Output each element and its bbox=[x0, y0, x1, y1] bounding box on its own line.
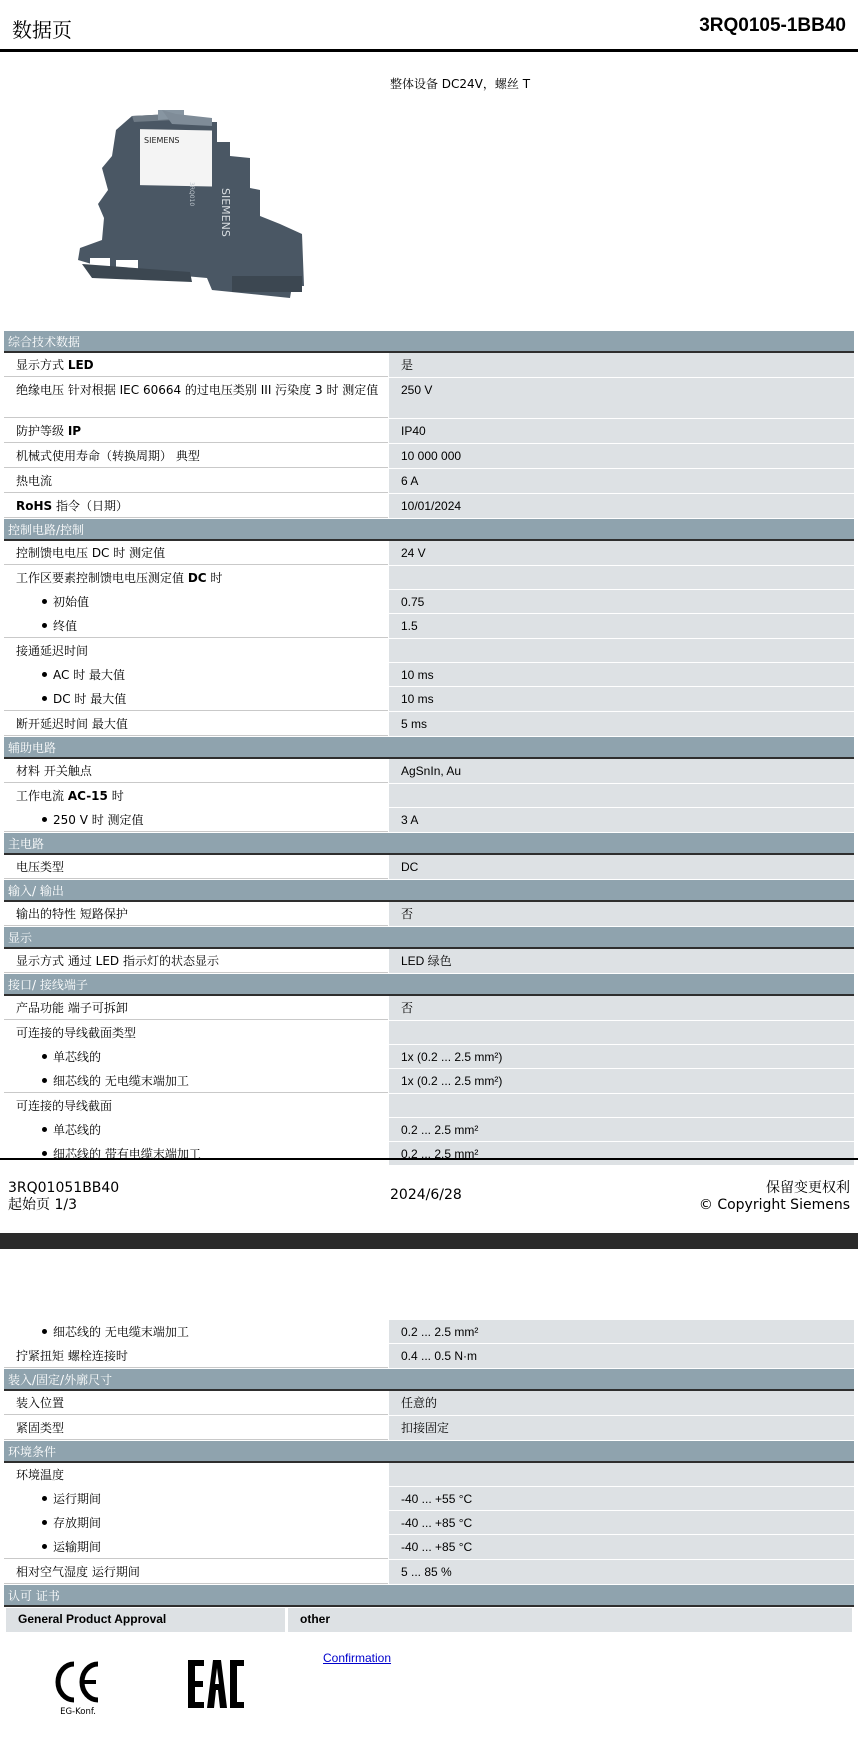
eac-mark-icon bbox=[186, 1656, 248, 1712]
footer-order-number: 3RQ01051BB40 bbox=[8, 1180, 120, 1196]
spec-label: 电压类型 bbox=[4, 855, 388, 879]
bullet-icon bbox=[42, 1520, 47, 1525]
spec-value: 否 bbox=[388, 902, 854, 926]
spec-label: 控制馈电电压 DC 时 测定值 bbox=[4, 541, 388, 565]
spec-row bbox=[4, 1416, 854, 1441]
bullet-icon bbox=[42, 599, 47, 604]
spec-label: 单芯线的 bbox=[4, 1118, 388, 1141]
spec-row bbox=[4, 419, 854, 444]
spec-row bbox=[4, 1560, 854, 1585]
ce-caption: EG-Konf. bbox=[60, 1707, 96, 1717]
section-header-main: 主电路 bbox=[4, 833, 854, 855]
spec-label: 材料 开关触点 bbox=[4, 759, 388, 783]
spec-value: 10 ms bbox=[388, 663, 854, 686]
spec-value: 0.2 ... 2.5 mm² bbox=[388, 1142, 854, 1165]
spec-label: 输出的特性 短路保护 bbox=[4, 902, 388, 926]
spec-sub-row bbox=[4, 1511, 854, 1535]
bullet-icon bbox=[42, 696, 47, 701]
image-side-brand: SIEMENS bbox=[219, 188, 232, 237]
spec-value: 0.75 bbox=[388, 590, 854, 613]
spec-label: 存放期间 bbox=[4, 1511, 388, 1534]
spec-label: 可连接的导线截面类型 bbox=[16, 1026, 137, 1040]
bullet-icon bbox=[42, 817, 47, 822]
section-header-mounting: 装入/固定/外廓尺寸 bbox=[4, 1369, 854, 1391]
section-header-interface: 接口/ 接线端子 bbox=[4, 974, 854, 996]
spec-row-group bbox=[4, 1463, 854, 1487]
spec-row bbox=[4, 855, 854, 880]
spec-value: 10 ms bbox=[388, 687, 854, 711]
bullet-icon bbox=[42, 1078, 47, 1083]
spec-value: 10/01/2024 bbox=[388, 494, 854, 518]
ce-mark-icon bbox=[50, 1658, 106, 1718]
bullet-icon bbox=[42, 623, 47, 628]
bullet-icon bbox=[42, 1544, 47, 1549]
spec-label: 工作区要素控制馈电电压测定值 DC 时 bbox=[16, 571, 223, 585]
spec-row bbox=[4, 541, 854, 566]
spec-label: 运行期间 bbox=[4, 1487, 388, 1510]
spec-value: 0.2 ... 2.5 mm² bbox=[388, 1320, 854, 1343]
spec-value: 1x (0.2 ... 2.5 mm²) bbox=[388, 1045, 854, 1068]
footer-right bbox=[699, 1180, 850, 1214]
section-header-display: 显示 bbox=[4, 927, 854, 949]
spec-value: -40 ... +55 °C bbox=[388, 1487, 854, 1510]
spec-sub-row bbox=[4, 1069, 854, 1094]
spec-row bbox=[4, 996, 854, 1021]
spec-value bbox=[388, 784, 854, 807]
spec-row bbox=[4, 378, 854, 419]
spec-label: 工作电流 AC-15 时 bbox=[16, 789, 124, 803]
spec-label: 细芯线的 带有电缆末端加工 bbox=[4, 1142, 388, 1165]
spec-value: 5 ms bbox=[388, 712, 854, 736]
spec-value: -40 ... +85 °C bbox=[388, 1511, 854, 1534]
spec-value: 否 bbox=[388, 996, 854, 1020]
section-header-general: 综合技术数据 bbox=[4, 331, 854, 353]
spec-sub-row bbox=[4, 614, 854, 639]
spec-sub-row bbox=[4, 687, 854, 712]
spec-label: 紧固类型 bbox=[4, 1416, 388, 1440]
spec-row-group bbox=[4, 1021, 854, 1045]
spec-label: 初始值 bbox=[4, 590, 388, 613]
spec-value: DC bbox=[388, 855, 854, 879]
spec-value: 扣接固定 bbox=[388, 1416, 854, 1440]
spec-label: 显示方式 LED bbox=[4, 353, 388, 377]
spec-row-group bbox=[4, 784, 854, 808]
image-brand-text: SIEMENS bbox=[144, 136, 180, 145]
spec-label: 绝缘电压 针对根据 IEC 60664 的过电压类别 III 污染度 3 时 测定值 bbox=[4, 378, 388, 418]
spec-label: 细芯线的 无电缆末端加工 bbox=[4, 1320, 388, 1343]
spec-row-group bbox=[4, 639, 854, 663]
spec-value: 是 bbox=[388, 353, 854, 377]
spec-value: 250 V bbox=[388, 378, 854, 418]
spec-label: 防护等级 IP bbox=[4, 419, 388, 443]
spec-row bbox=[4, 1391, 854, 1416]
spec-label: 拧紧扭矩 螺栓连接时 bbox=[4, 1344, 388, 1368]
page-footer bbox=[0, 1158, 858, 1238]
approval-column-general: General Product Approval bbox=[6, 1608, 288, 1632]
spec-label: 接通延迟时间 bbox=[16, 644, 89, 658]
spec-label: 装入位置 bbox=[4, 1391, 388, 1415]
spec-label: 环境温度 bbox=[16, 1468, 65, 1482]
spec-value: -40 ... +85 °C bbox=[388, 1535, 854, 1559]
spec-value: 3 A bbox=[388, 808, 854, 832]
spec-row-group bbox=[4, 566, 854, 590]
spec-sub-row bbox=[4, 663, 854, 687]
bullet-icon bbox=[42, 1127, 47, 1132]
spec-row bbox=[4, 1344, 854, 1369]
spec-value bbox=[388, 1463, 854, 1486]
bullet-icon bbox=[42, 1054, 47, 1059]
spec-label: RoHS 指令（日期） bbox=[4, 494, 388, 518]
order-number: 3RQ0105-1BB40 bbox=[699, 15, 846, 36]
spec-value: 任意的 bbox=[388, 1391, 854, 1415]
spec-label: 终值 bbox=[4, 614, 388, 638]
spec-value: LED 绿色 bbox=[388, 949, 854, 973]
bullet-icon bbox=[42, 1151, 47, 1156]
section-header-io: 输入/ 输出 bbox=[4, 880, 854, 902]
spec-label: 细芯线的 无电缆末端加工 bbox=[4, 1069, 388, 1093]
spec-label: 机械式使用寿命（转换周期） 典型 bbox=[4, 444, 388, 468]
spec-value: 10 000 000 bbox=[388, 444, 854, 468]
footer-date: 2024/6/28 bbox=[390, 1187, 462, 1203]
approval-column-other: other bbox=[288, 1608, 852, 1632]
spec-value: 5 ... 85 % bbox=[388, 1560, 854, 1584]
spec-label: DC 时 最大值 bbox=[4, 687, 388, 711]
section-header-approvals: 认可 证书 bbox=[4, 1585, 854, 1607]
spec-sub-row bbox=[4, 1535, 854, 1560]
confirmation-link[interactable]: Confirmation bbox=[323, 1651, 392, 1665]
document-title: 数据页 bbox=[12, 18, 72, 42]
section-header-control: 控制电路/控制 bbox=[4, 519, 854, 541]
spec-sub-row bbox=[4, 1118, 854, 1142]
approval-table-header bbox=[6, 1608, 852, 1632]
spec-label: 相对空气湿度 运行期间 bbox=[4, 1560, 388, 1584]
image-model-text: 3RQ010 bbox=[188, 182, 195, 207]
spec-label: AC 时 最大值 bbox=[4, 663, 388, 686]
spec-row bbox=[4, 712, 854, 737]
spec-label: 热电流 bbox=[4, 469, 388, 493]
section-header-aux: 辅助电路 bbox=[4, 737, 854, 759]
spec-value bbox=[388, 639, 854, 662]
spec-row bbox=[4, 759, 854, 784]
spec-sub-row bbox=[4, 590, 854, 614]
product-description: 整体设备 DC24V，螺丝 T bbox=[389, 77, 531, 91]
spec-table-page-1 bbox=[4, 331, 854, 1166]
spec-sub-row bbox=[4, 1045, 854, 1069]
spec-label: 显示方式 通过 LED 指示灯的状态显示 bbox=[4, 949, 388, 973]
spec-table-page-2 bbox=[4, 1320, 854, 1607]
footer-page-number: 起始页 1/3 bbox=[8, 1197, 77, 1213]
bullet-icon bbox=[42, 1329, 47, 1334]
spec-sub-row bbox=[4, 1487, 854, 1511]
spec-sub-row bbox=[4, 808, 854, 833]
spec-sub-row bbox=[4, 1320, 854, 1344]
product-image bbox=[72, 108, 322, 318]
spec-label: 单芯线的 bbox=[4, 1045, 388, 1068]
spec-value: 6 A bbox=[388, 469, 854, 493]
spec-row bbox=[4, 353, 854, 378]
spec-value: 0.4 ... 0.5 N·m bbox=[388, 1344, 854, 1368]
spec-label: 250 V 时 测定值 bbox=[4, 808, 388, 832]
footer-copyright: © Copyright Siemens bbox=[698, 1197, 850, 1213]
spec-row bbox=[4, 902, 854, 927]
spec-value bbox=[388, 1021, 854, 1044]
spec-row bbox=[4, 469, 854, 494]
page-header bbox=[0, 0, 858, 52]
spec-label: 运输期间 bbox=[4, 1535, 388, 1559]
spec-value bbox=[388, 566, 854, 589]
page-separator bbox=[0, 1233, 858, 1249]
spec-row bbox=[4, 444, 854, 469]
bullet-icon bbox=[42, 672, 47, 677]
spec-label: 产品功能 端子可拆卸 bbox=[4, 996, 388, 1020]
spec-value: AgSnIn, Au bbox=[388, 759, 854, 783]
spec-row bbox=[4, 949, 854, 974]
spec-value: IP40 bbox=[388, 419, 854, 443]
spec-value: 0.2 ... 2.5 mm² bbox=[388, 1118, 854, 1141]
spec-value: 1x (0.2 ... 2.5 mm²) bbox=[388, 1069, 854, 1093]
bullet-icon bbox=[42, 1496, 47, 1501]
spec-value: 24 V bbox=[388, 541, 854, 565]
section-header-ambient: 环境条件 bbox=[4, 1441, 854, 1463]
footer-rights: 保留变更权利 bbox=[766, 1180, 850, 1196]
footer-left bbox=[8, 1180, 119, 1214]
spec-row-group bbox=[4, 1094, 854, 1118]
spec-label: 可连接的导线截面 bbox=[16, 1099, 113, 1113]
spec-label: 断开延迟时间 最大值 bbox=[4, 712, 388, 736]
spec-value: 1.5 bbox=[388, 614, 854, 638]
spec-value bbox=[388, 1094, 854, 1117]
spec-row bbox=[4, 494, 854, 519]
